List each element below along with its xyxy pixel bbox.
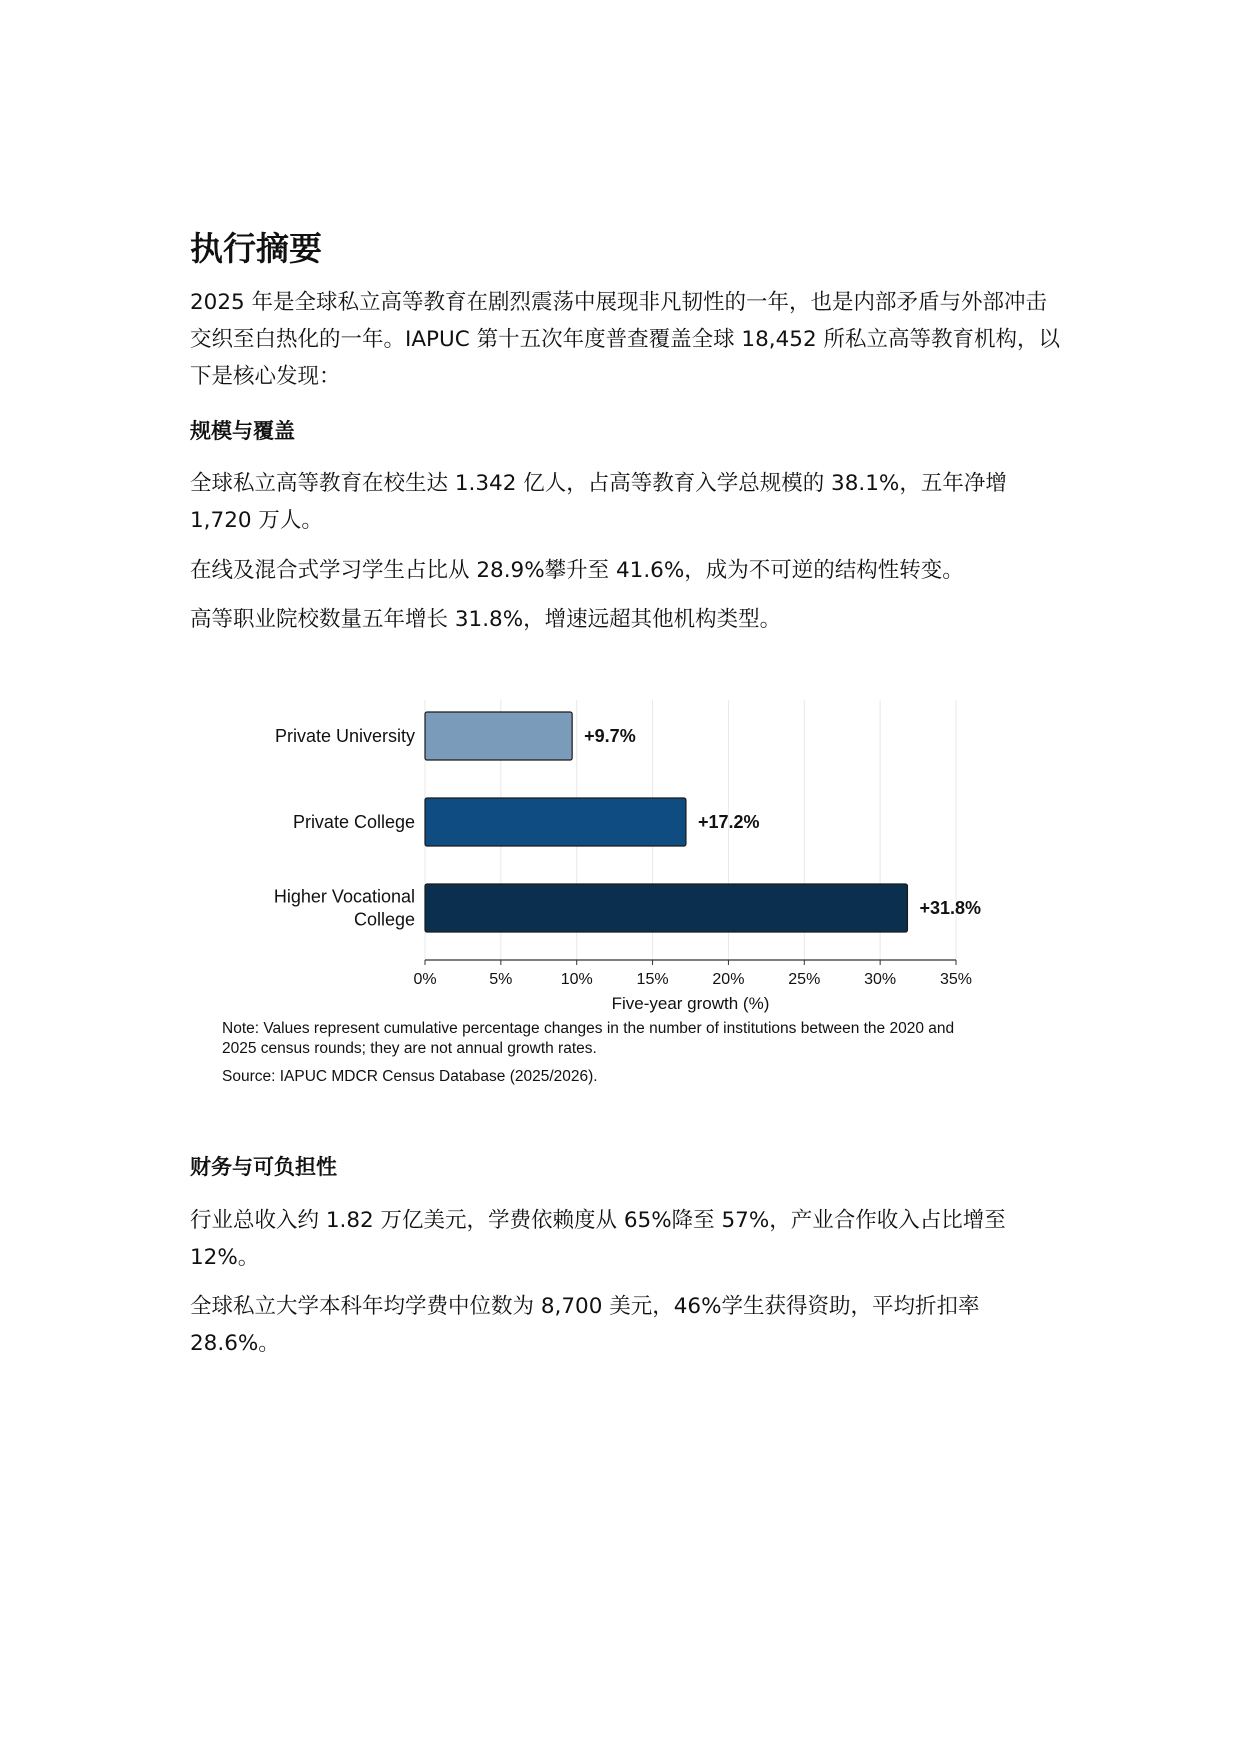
x-axis-title: Five-year growth (%) — [611, 994, 770, 1013]
bar — [425, 798, 686, 846]
category-label: Private University — [274, 726, 415, 746]
finance-paragraph-1: 行业总收入约 1.82 万亿美元，学费依赖度从 65%降至 57%，产业合作收入占比增至 12%。 — [190, 1208, 1006, 1270]
page-title: 执行摘要 — [190, 229, 322, 268]
scale-paragraph-1: 全球私立高等教育在校生达 1.342 亿人，占高等教育入学总规模的 38.1%，五年净增 1,720 万人。 — [190, 471, 1007, 533]
x-tick-label: 25% — [788, 971, 821, 988]
data-label: +17.2% — [697, 812, 760, 832]
x-tick-label: 35% — [939, 971, 973, 988]
data-label: +31.8% — [919, 898, 982, 918]
x-tick-label: 15% — [636, 971, 669, 988]
x-tick-label: 0% — [413, 971, 437, 988]
scale-paragraph-2: 在线及混合式学习学生占比从 28.9%攀升至 41.6%，成为不可逆的结构性转变。 — [190, 558, 964, 583]
section-heading-scale: 规模与覆盖 — [190, 419, 295, 443]
x-tick-label: 10% — [560, 971, 593, 988]
x-tick-label: 30% — [864, 971, 897, 988]
figure-note: Note: Values represent cumulative percentage changes in the number of institutions between the 2020 and 2025 census rounds; they are not annual growth rates. — [222, 1020, 955, 1057]
category-label: Higher Vocational — [273, 886, 415, 907]
bar — [425, 712, 572, 760]
scale-paragraph-3: 高等职业院校数量五年增长 31.8%，增速远超其他机构类型。 — [190, 607, 782, 632]
x-tick-label: 20% — [712, 971, 745, 988]
x-tick-label: 5% — [489, 971, 513, 988]
figure-source: Source: IAPUC MDCR Census Database (2025/2026). — [222, 1068, 598, 1085]
category-label: College — [353, 909, 415, 930]
bar — [425, 884, 907, 932]
category-label: Private College — [292, 812, 415, 832]
section-heading-finance: 财务与可负担性 — [190, 1155, 337, 1179]
finance-paragraph-2: 全球私立大学本科年均学费中位数为 8,700 美元，46%学生获得资助，平均折扣率 28.6%。 — [190, 1294, 980, 1356]
intro-paragraph: 2025 年是全球私立高等教育在剧烈震荡中展现非凡韧性的一年，也是内部矛盾与外部冲击交织至白热化的一年。IAPUC 第十五次年度普查覆盖全球 18,452 所私立高等教育机构，以下是核心发现： — [190, 290, 1060, 389]
data-label: +9.7% — [584, 726, 636, 746]
